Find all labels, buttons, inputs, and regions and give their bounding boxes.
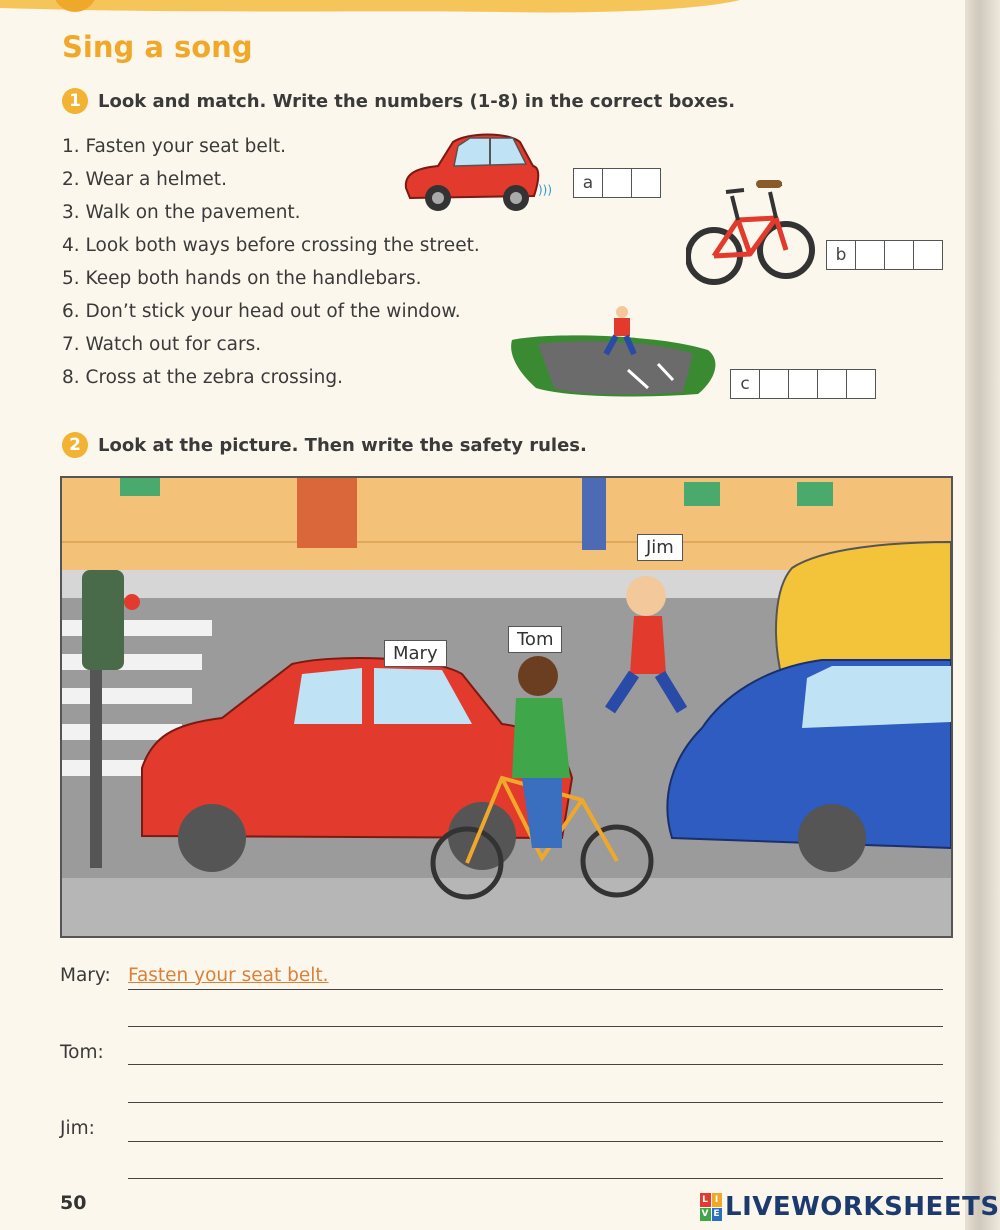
rule-item: 1. Fasten your seat belt. <box>62 136 287 157</box>
writing-line[interactable] <box>128 1178 943 1179</box>
top-banner-decoration <box>0 0 1000 20</box>
answer-box[interactable] <box>817 369 847 399</box>
scene-label-tom: Tom <box>508 626 562 653</box>
box-letter-c: c <box>730 369 760 399</box>
street-scene-illustration <box>60 476 953 938</box>
svg-text:))): ))) <box>538 183 553 197</box>
bicycle-icon <box>686 178 816 293</box>
answer-label-tom: Tom: <box>60 1042 104 1063</box>
writing-line[interactable] <box>128 1102 943 1103</box>
answer-boxes-b <box>826 240 943 270</box>
exercise-1-heading <box>62 88 735 114</box>
exercise-1-instruction: Look and match. Write the numbers (1-8) in the correct boxes. <box>98 90 736 112</box>
answer-box[interactable] <box>631 168 661 198</box>
writing-line <box>128 989 943 990</box>
answer-box[interactable] <box>855 240 885 270</box>
page-number: 50 <box>60 1192 87 1214</box>
exercise-2-number: 2 <box>62 432 88 458</box>
answer-boxes-c <box>730 369 876 399</box>
answer-box[interactable] <box>602 168 632 198</box>
exercise-1-number: 1 <box>62 88 88 114</box>
rule-item: 6. Don’t stick your head out of the window. <box>62 301 461 322</box>
page-binding-edge <box>965 0 1000 1230</box>
answer-box[interactable] <box>913 240 943 270</box>
answer-box[interactable] <box>788 369 818 399</box>
rule-item: 2. Wear a helmet. <box>62 169 227 190</box>
answer-label-mary: Mary: <box>60 965 111 986</box>
writing-line[interactable] <box>128 1026 943 1027</box>
answer-box[interactable] <box>846 369 876 399</box>
rule-item: 5. Keep both hands on the handlebars. <box>62 268 422 289</box>
scene-label-jim: Jim <box>637 534 683 561</box>
car-icon <box>398 128 558 218</box>
answer-box[interactable] <box>759 369 789 399</box>
box-letter-a: a <box>573 168 603 198</box>
rule-item: 8. Cross at the zebra crossing. <box>62 367 343 388</box>
answer-box[interactable] <box>884 240 914 270</box>
answer-text-mary[interactable]: Fasten your seat belt. <box>128 965 329 986</box>
box-letter-b: b <box>826 240 856 270</box>
writing-line[interactable] <box>128 1141 943 1142</box>
rule-item: 3. Walk on the pavement. <box>62 202 301 223</box>
answer-boxes-a <box>573 168 661 198</box>
writing-line[interactable] <box>128 1064 943 1065</box>
liveworksheets-logo <box>700 1192 1000 1222</box>
brand-name: LIVEWORKSHEETS <box>725 1192 1000 1222</box>
exercise-2-instruction: Look at the picture. Then write the safety rules. <box>98 434 587 456</box>
scene-label-mary: Mary <box>384 640 447 667</box>
rule-item: 4. Look both ways before crossing the street. <box>62 235 480 256</box>
liveworksheets-logo-mark: L I V E <box>701 1194 721 1220</box>
answer-label-jim: Jim: <box>60 1118 95 1139</box>
rule-item: 7. Watch out for cars. <box>62 334 262 355</box>
walking-boy-icon <box>508 302 723 402</box>
section-title: Sing a song <box>62 30 253 64</box>
exercise-2-heading <box>62 432 587 458</box>
